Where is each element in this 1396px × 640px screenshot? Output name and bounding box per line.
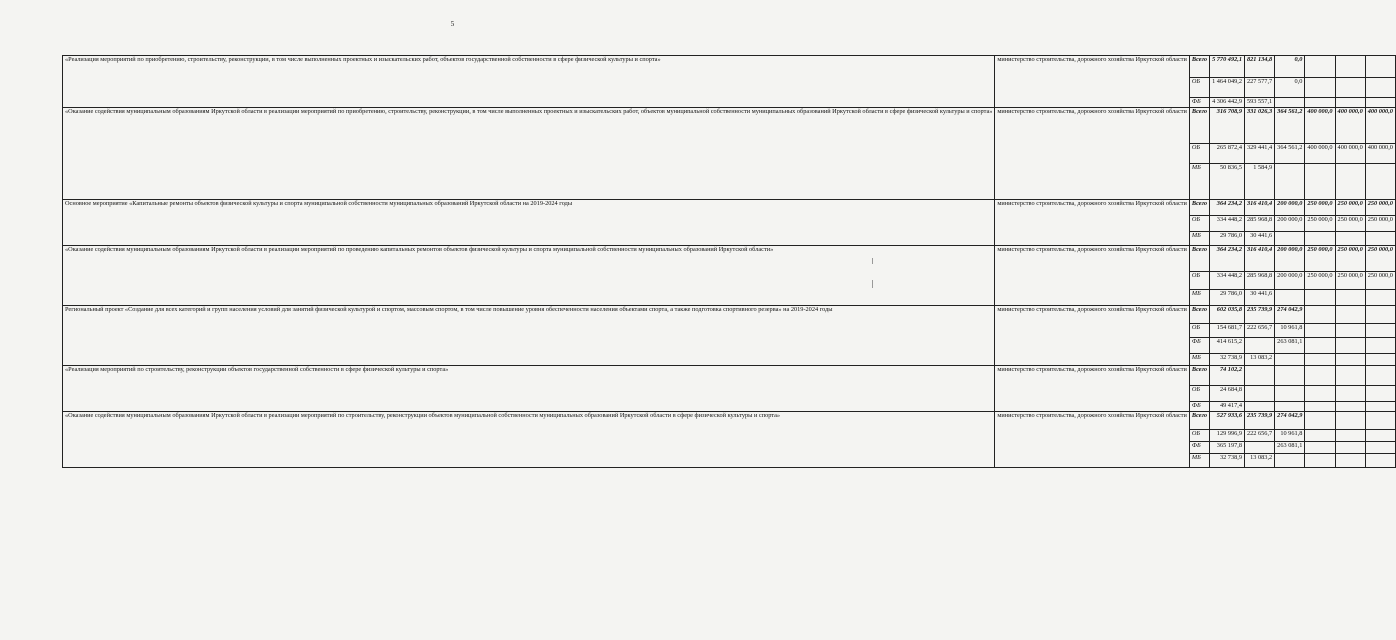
amount-cell: 200 000,0 <box>1275 200 1305 216</box>
amount-cell: 414 615,2 <box>1210 338 1245 354</box>
amount-cell <box>1365 354 1395 366</box>
amount-cell <box>1365 164 1395 200</box>
amount-cell: 250 000,0 <box>1365 216 1395 232</box>
amount-cell: 334 448,2 <box>1210 216 1245 232</box>
amount-cell <box>1244 366 1274 386</box>
amount-cell: 364 561,2 <box>1275 108 1305 144</box>
amount-cell: 1 584,9 <box>1244 164 1274 200</box>
amount-cell <box>1335 386 1365 402</box>
amount-cell <box>1335 78 1365 98</box>
funding-source: МБ <box>1189 454 1209 468</box>
measure-name: Основное мероприятие «Капитальные ремонты объектов физической культуры и спорта муниципальной собственности муниципальных образований Иркутской области на 2019-2024 годы <box>63 200 995 246</box>
measure-name: Региональный проект «Создание для всех категорий и групп населения условий для занятий физической культурой и спортом, массовым спортом, в том числе повышение уровня обеспеченности населения объектами спорта, а также подготовка спортивного резерва» на 2019-2024 годы <box>63 306 995 366</box>
amount-cell: 364 234,2 <box>1210 200 1245 216</box>
funding-source: ОБ <box>1189 430 1209 442</box>
amount-cell <box>1335 442 1365 454</box>
amount-cell: 285 968,8 <box>1244 272 1274 290</box>
amount-cell: 13 083,2 <box>1244 454 1274 468</box>
table-row <box>63 56 1396 78</box>
amount-cell: 285 968,8 <box>1244 216 1274 232</box>
amount-cell <box>1305 412 1335 430</box>
responsible-org: министерство строительства, дорожного хозяйства Иркутской области <box>995 366 1189 412</box>
amount-cell <box>1365 430 1395 442</box>
amount-cell: 274 042,9 <box>1275 412 1305 430</box>
amount-cell: 250 000,0 <box>1335 200 1365 216</box>
responsible-org: министерство строительства, дорожного хозяйства Иркутской области <box>995 56 1189 108</box>
table-row <box>63 366 1396 386</box>
amount-cell: 400 000,0 <box>1365 144 1395 164</box>
amount-cell <box>1305 290 1335 306</box>
table-row <box>63 412 1396 430</box>
funding-source: Всего <box>1189 366 1209 386</box>
amount-cell <box>1365 366 1395 386</box>
amount-cell <box>1275 402 1305 412</box>
amount-cell <box>1275 386 1305 402</box>
table-row <box>63 306 1396 324</box>
amount-cell <box>1335 324 1365 338</box>
amount-cell: 364 234,2 <box>1210 246 1245 272</box>
table-row <box>63 108 1396 144</box>
amount-cell: 316 410,4 <box>1244 246 1274 272</box>
amount-cell: 0,0 <box>1275 78 1305 98</box>
funding-source: Всего <box>1189 56 1209 78</box>
amount-cell <box>1275 232 1305 246</box>
table-row <box>63 246 1396 272</box>
amount-cell <box>1365 412 1395 430</box>
amount-cell: 265 872,4 <box>1210 144 1245 164</box>
amount-cell: 400 000,0 <box>1335 144 1365 164</box>
amount-cell <box>1305 98 1335 108</box>
amount-cell <box>1335 290 1365 306</box>
amount-cell: 250 000,0 <box>1365 272 1395 290</box>
amount-cell <box>1275 164 1305 200</box>
amount-cell: 200 000,0 <box>1275 216 1305 232</box>
amount-cell: 263 081,1 <box>1275 338 1305 354</box>
amount-cell <box>1335 56 1365 78</box>
amount-cell <box>1335 164 1365 200</box>
amount-cell <box>1335 366 1365 386</box>
amount-cell <box>1305 366 1335 386</box>
responsible-org: министерство строительства, дорожного хозяйства Иркутской области <box>995 306 1189 366</box>
amount-cell <box>1365 402 1395 412</box>
amount-cell <box>1365 290 1395 306</box>
amount-cell: 13 083,2 <box>1244 354 1274 366</box>
amount-cell <box>1244 338 1274 354</box>
measure-name: «Реализация мероприятий по строительству, реконструкции объектов государственной собственности в сфере физической культуры и спорта» <box>63 366 995 412</box>
responsible-org: министерство строительства, дорожного хозяйства Иркутской области <box>995 412 1189 468</box>
amount-cell: 29 786,0 <box>1210 290 1245 306</box>
funding-source: Всего <box>1189 412 1209 430</box>
amount-cell: 49 417,4 <box>1210 402 1245 412</box>
amount-cell <box>1305 164 1335 200</box>
amount-cell <box>1305 306 1335 324</box>
amount-cell: 316 708,9 <box>1210 108 1245 144</box>
amount-cell <box>1365 78 1395 98</box>
funding-source: МБ <box>1189 354 1209 366</box>
amount-cell: 250 000,0 <box>1305 216 1335 232</box>
amount-cell: 329 441,4 <box>1244 144 1274 164</box>
scan-mark <box>872 258 873 264</box>
funding-source: ОБ <box>1189 272 1209 290</box>
amount-cell: 250 000,0 <box>1305 272 1335 290</box>
measure-name: «Оказание содействия муниципальным образованиям Иркутской области в реализации мероприятий по строительству, реконструкции объектов муниципальной собственности муниципальных образований Иркутской области в сфере физической культуры и спорта» <box>63 412 995 468</box>
amount-cell: 602 035,8 <box>1210 306 1245 324</box>
amount-cell <box>1335 454 1365 468</box>
funding-source: Всего <box>1189 246 1209 272</box>
amount-cell: 400 000,0 <box>1305 108 1335 144</box>
amount-cell <box>1365 338 1395 354</box>
amount-cell: 32 738,9 <box>1210 354 1245 366</box>
amount-cell: 200 000,0 <box>1275 246 1305 272</box>
amount-cell: 222 656,7 <box>1244 430 1274 442</box>
amount-cell <box>1305 402 1335 412</box>
page-number: 5 <box>450 20 455 28</box>
amount-cell: 154 681,7 <box>1210 324 1245 338</box>
amount-cell: 227 577,7 <box>1244 78 1274 98</box>
amount-cell: 5 770 492,1 <box>1210 56 1245 78</box>
amount-cell <box>1275 290 1305 306</box>
funding-source: Всего <box>1189 306 1209 324</box>
amount-cell <box>1305 232 1335 246</box>
amount-cell: 250 000,0 <box>1335 216 1365 232</box>
amount-cell: 400 000,0 <box>1335 108 1365 144</box>
amount-cell: 316 410,4 <box>1244 200 1274 216</box>
amount-cell: 593 557,1 <box>1244 98 1274 108</box>
responsible-org: министерство строительства, дорожного хозяйства Иркутской области <box>995 200 1189 246</box>
amount-cell <box>1305 454 1335 468</box>
amount-cell <box>1335 232 1365 246</box>
amount-cell <box>1365 232 1395 246</box>
amount-cell: 365 197,8 <box>1210 442 1245 454</box>
amount-cell: 1 464 049,2 <box>1210 78 1245 98</box>
amount-cell <box>1275 454 1305 468</box>
amount-cell <box>1244 402 1274 412</box>
amount-cell: 400 000,0 <box>1305 144 1335 164</box>
amount-cell: 129 996,9 <box>1210 430 1245 442</box>
funding-source: ФБ <box>1189 442 1209 454</box>
funding-source: ОБ <box>1189 144 1209 164</box>
amount-cell <box>1365 56 1395 78</box>
amount-cell <box>1335 430 1365 442</box>
amount-cell <box>1365 324 1395 338</box>
amount-cell: 250 000,0 <box>1305 246 1335 272</box>
amount-cell: 250 000,0 <box>1335 246 1365 272</box>
amount-cell <box>1335 98 1365 108</box>
amount-cell <box>1305 324 1335 338</box>
funding-source: ФБ <box>1189 338 1209 354</box>
amount-cell <box>1275 354 1305 366</box>
funding-source: ФБ <box>1189 402 1209 412</box>
amount-cell: 274 042,9 <box>1275 306 1305 324</box>
funding-source: ФБ <box>1189 98 1209 108</box>
amount-cell: 4 306 442,9 <box>1210 98 1245 108</box>
table-row <box>63 200 1396 216</box>
amount-cell: 334 448,2 <box>1210 272 1245 290</box>
amount-cell <box>1305 338 1335 354</box>
amount-cell: 250 000,0 <box>1335 272 1365 290</box>
amount-cell <box>1305 430 1335 442</box>
amount-cell <box>1335 306 1365 324</box>
amount-cell <box>1365 98 1395 108</box>
measure-name: «Реализация мероприятий по приобретению, строительству, реконструкции, в том числе выполненных проектных и изыскательских работ, объектов государственной собственности в сфере физической культуры и спорта» <box>63 56 995 108</box>
amount-cell: 29 786,0 <box>1210 232 1245 246</box>
amount-cell: 250 000,0 <box>1365 200 1395 216</box>
amount-cell: 235 739,9 <box>1244 412 1274 430</box>
amount-cell <box>1365 306 1395 324</box>
measure-name: «Оказание содействия муниципальным образованиям Иркутской области в реализации мероприятий по приобретению, строительству, реконструкции, в том числе выполненных проектных и изыскательских работ, объектов муниципальной собственности муниципальных образований Иркутской области в сфере физической культуры и спорта» <box>63 108 995 200</box>
amount-cell: 400 000,0 <box>1365 108 1395 144</box>
amount-cell: 24 684,8 <box>1210 386 1245 402</box>
funding-source: Всего <box>1189 108 1209 144</box>
funding-source: ОБ <box>1189 78 1209 98</box>
amount-cell <box>1365 386 1395 402</box>
amount-cell: 222 656,7 <box>1244 324 1274 338</box>
amount-cell <box>1305 442 1335 454</box>
amount-cell <box>1305 386 1335 402</box>
amount-cell: 235 739,9 <box>1244 306 1274 324</box>
responsible-org: министерство строительства, дорожного хозяйства Иркутской области <box>995 108 1189 200</box>
amount-cell: 30 441,6 <box>1244 232 1274 246</box>
amount-cell: 200 000,0 <box>1275 272 1305 290</box>
scan-mark <box>872 280 873 288</box>
amount-cell <box>1275 366 1305 386</box>
amount-cell <box>1244 442 1274 454</box>
amount-cell: 250 000,0 <box>1305 200 1335 216</box>
amount-cell: 821 134,8 <box>1244 56 1274 78</box>
amount-cell: 32 738,9 <box>1210 454 1245 468</box>
amount-cell <box>1305 354 1335 366</box>
amount-cell <box>1335 338 1365 354</box>
amount-cell: 50 836,5 <box>1210 164 1245 200</box>
funding-source: Всего <box>1189 200 1209 216</box>
amount-cell <box>1305 56 1335 78</box>
amount-cell <box>1335 402 1365 412</box>
funding-source: ОБ <box>1189 386 1209 402</box>
amount-cell <box>1305 78 1335 98</box>
amount-cell <box>1335 354 1365 366</box>
amount-cell: 10 961,8 <box>1275 430 1305 442</box>
amount-cell <box>1335 412 1365 430</box>
amount-cell: 0,0 <box>1275 56 1305 78</box>
funding-source: МБ <box>1189 232 1209 246</box>
amount-cell: 10 961,8 <box>1275 324 1305 338</box>
funding-source: МБ <box>1189 290 1209 306</box>
amount-cell <box>1365 454 1395 468</box>
amount-cell: 364 561,2 <box>1275 144 1305 164</box>
budget-table <box>62 55 1396 468</box>
amount-cell: 527 933,6 <box>1210 412 1245 430</box>
amount-cell: 74 102,2 <box>1210 366 1245 386</box>
amount-cell: 263 081,1 <box>1275 442 1305 454</box>
amount-cell: 250 000,0 <box>1365 246 1395 272</box>
amount-cell <box>1244 386 1274 402</box>
funding-source: МБ <box>1189 164 1209 200</box>
amount-cell <box>1275 98 1305 108</box>
measure-name: «Оказание содействия муниципальным образованиям Иркутской области в реализации мероприятий по проведению капитальных ремонтов объектов физической культуры и спорта муниципальной собственности муниципальных образований Иркутской области» <box>63 246 995 306</box>
responsible-org: министерство строительства, дорожного хозяйства Иркутской области <box>995 246 1189 306</box>
funding-source: ОБ <box>1189 324 1209 338</box>
amount-cell <box>1365 442 1395 454</box>
amount-cell: 331 026,3 <box>1244 108 1274 144</box>
funding-source: ОБ <box>1189 216 1209 232</box>
amount-cell: 30 441,6 <box>1244 290 1274 306</box>
